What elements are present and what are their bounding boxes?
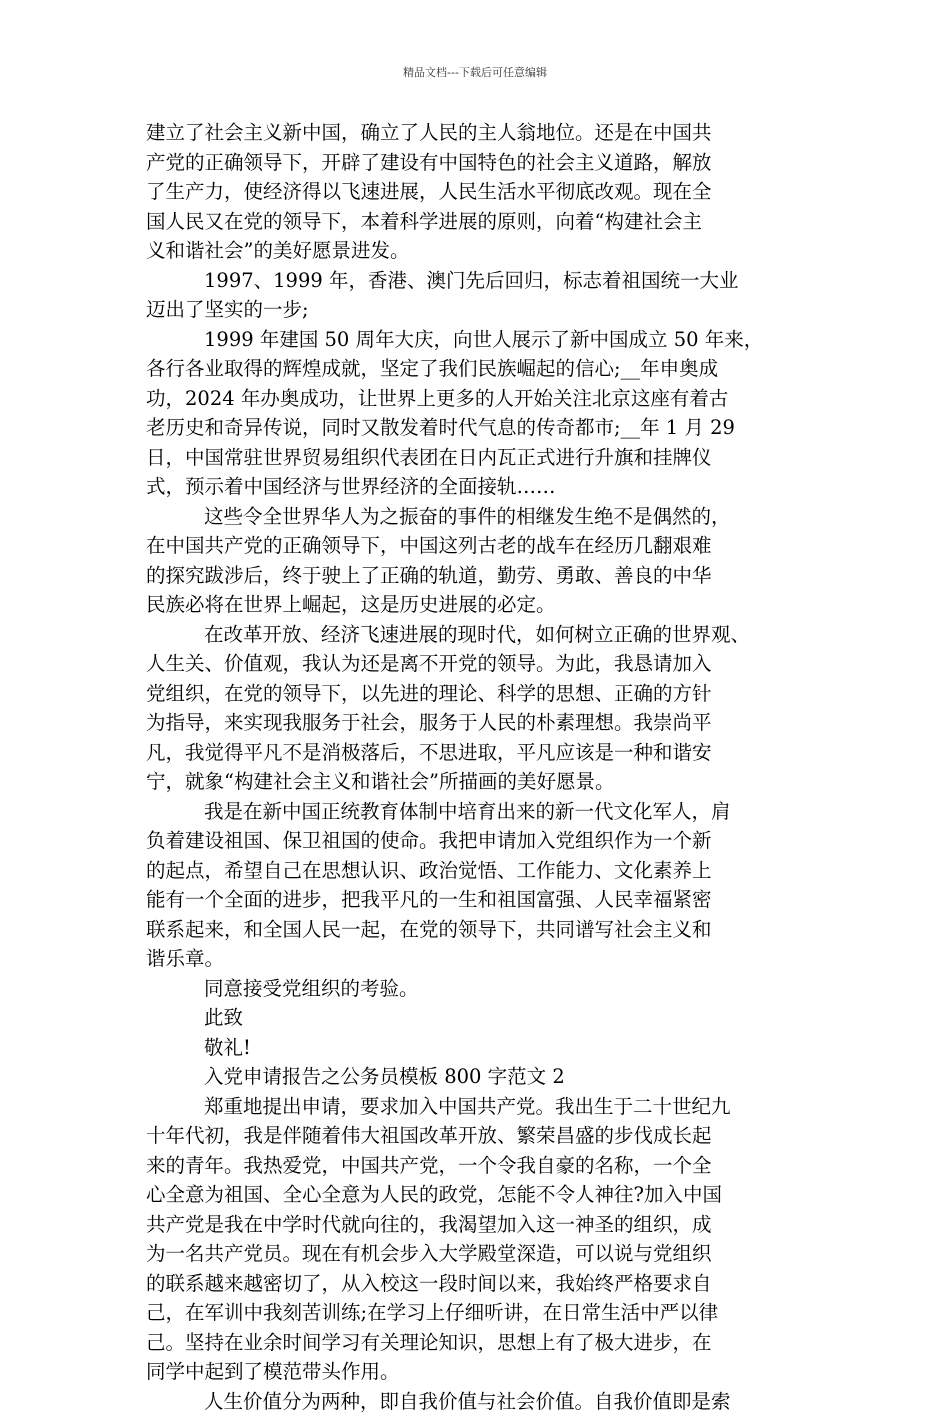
text-line: 此致 [146, 1003, 810, 1033]
text-line: 的探究跋涉后，终于驶上了正确的轨道，勤劳、勇敢、善良的中华 [146, 561, 810, 591]
text-line: 郑重地提出申请，要求加入中国共产党。我出生于二十世纪九 [146, 1092, 810, 1122]
text-line: 己。坚持在业余时间学习有关理论知识，思想上有了极大进步，在 [146, 1328, 810, 1358]
text-line: 能有一个全面的进步，把我平凡的一生和祖国富强、人民幸福紧密 [146, 885, 810, 915]
text-line: 宁，就象“构建社会主义和谐社会”所描画的美好愿景。 [146, 767, 810, 797]
text-line: 日，中国常驻世界贸易组织代表团在日内瓦正式进行升旗和挂牌仪 [146, 443, 810, 473]
text-line: 我是在新中国正统教育体制中培育出来的新一代文化军人，肩 [146, 797, 810, 827]
document-body [146, 118, 810, 1416]
text-line: 人生关、价值观，我认为还是离不开党的领导。为此，我恳请加入 [146, 649, 810, 679]
text-line: 了生产力，使经济得以飞速进展，人民生活水平彻底改观。现在全 [146, 177, 810, 207]
text-line: 党组织，在党的领导下，以先进的理论、科学的思想、正确的方针 [146, 679, 810, 709]
text-line: 谐乐章。 [146, 944, 810, 974]
text-line: 各行各业取得的辉煌成就，坚定了我们民族崛起的信心;__年申奥成 [146, 354, 810, 384]
text-line: 十年代初，我是伴随着伟大祖国改革开放、繁荣昌盛的步伐成长起 [146, 1121, 810, 1151]
text-line: 共产党是我在中学时代就向往的，我渴望加入这一神圣的组织，成 [146, 1210, 810, 1240]
text-line: 建立了社会主义新中国，确立了人民的主人翁地位。还是在中国共 [146, 118, 810, 148]
text-line: 在改革开放、经济飞速进展的现时代，如何树立正确的世界观、 [146, 620, 810, 650]
text-line: 1997、1999 年，香港、澳门先后回归，标志着祖国统一大业 [146, 266, 810, 296]
text-line: 凡，我觉得平凡不是消极落后，不思进取，平凡应该是一种和谐安 [146, 738, 810, 768]
text-line: 心全意为祖国、全心全意为人民的政党，怎能不令人神往?加入中国 [146, 1180, 810, 1210]
text-line: 敬礼! [146, 1033, 810, 1063]
text-line: 为一名共产党员。现在有机会步入大学殿堂深造，可以说与党组织 [146, 1239, 810, 1269]
text-line: 1999 年建国 50 周年大庆，向世人展示了新中国成立 50 年来， [146, 325, 810, 355]
text-line: 国人民又在党的领导下，本着科学进展的原则，向着“构建社会主 [146, 207, 810, 237]
text-line: 入党申请报告之公务员模板 800 字范文 2 [146, 1062, 810, 1092]
page-header: 精品文档---下载后可任意编辑 [0, 66, 950, 80]
text-line: 式，预示着中国经济与世界经济的全面接轨…… [146, 472, 810, 502]
text-line: 联系起来，和全国人民一起，在党的领导下，共同谱写社会主义和 [146, 915, 810, 945]
text-line: 的联系越来越密切了，从入校这一段时间以来，我始终严格要求自 [146, 1269, 810, 1299]
text-line: 负着建设祖国、保卫祖国的使命。我把申请加入党组织作为一个新 [146, 826, 810, 856]
text-line: 来的青年。我热爱党，中国共产党，一个令我自豪的名称，一个全 [146, 1151, 810, 1181]
text-line: 人生价值分为两种，即自我价值与社会价值。自我价值即是索 [146, 1387, 810, 1416]
text-line: 产党的正确领导下，开辟了建设有中国特色的社会主义道路，解放 [146, 148, 810, 178]
text-line: 同意接受党组织的考验。 [146, 974, 810, 1004]
text-line: 义和谐社会”的美好愿景进发。 [146, 236, 810, 266]
text-line: 民族必将在世界上崛起，这是历史进展的必定。 [146, 590, 810, 620]
text-line: 的起点，希望自己在思想认识、政治觉悟、工作能力、文化素养上 [146, 856, 810, 886]
text-line: 在中国共产党的正确领导下，中国这列古老的战车在经历几翻艰难 [146, 531, 810, 561]
text-line: 这些令全世界华人为之振奋的事件的相继发生绝不是偶然的， [146, 502, 810, 532]
text-line: 同学中起到了模范带头作用。 [146, 1357, 810, 1387]
text-line: 己，在军训中我刻苦训练;在学习上仔细听讲，在日常生活中严以律 [146, 1298, 810, 1328]
text-line: 迈出了坚实的一步; [146, 295, 810, 325]
text-line: 为指导，来实现我服务于社会，服务于人民的朴素理想。我崇尚平 [146, 708, 810, 738]
text-line: 老历史和奇异传说，同时又散发着时代气息的传奇都市;__年 1 月 29 [146, 413, 810, 443]
text-line: 功，2024 年办奥成功，让世界上更多的人开始关注北京这座有着古 [146, 384, 810, 414]
